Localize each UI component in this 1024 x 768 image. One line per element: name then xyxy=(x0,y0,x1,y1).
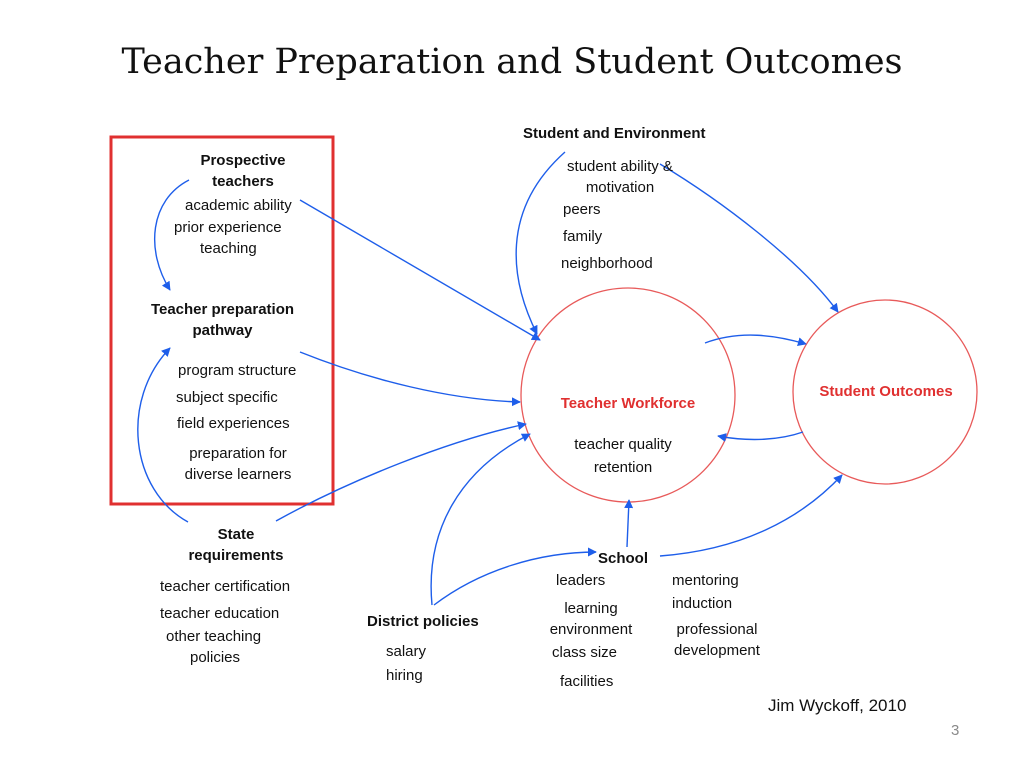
arrow-school-to-workforce xyxy=(627,500,629,547)
school-item: leaders xyxy=(556,572,606,589)
school-item: learning environment xyxy=(549,600,633,638)
state-heading: State requirements xyxy=(188,526,284,564)
student-outcomes-label: Student Outcomes xyxy=(819,383,953,400)
state-item: teacher certification xyxy=(160,578,291,595)
school-item: class size xyxy=(552,644,618,661)
district-item: hiring xyxy=(386,667,423,684)
pathway-item: subject specific xyxy=(176,389,278,406)
student-env-item: peers xyxy=(563,201,601,218)
pathway-heading: Teacher preparation pathway xyxy=(150,301,295,339)
school-item: induction xyxy=(672,595,733,612)
pathway-item: program structure xyxy=(178,362,297,379)
state-item: policies xyxy=(190,649,241,666)
teacher-workforce-label: Teacher Workforce xyxy=(560,395,696,412)
school-item: mentoring xyxy=(672,572,739,589)
page-number: 3 xyxy=(951,722,960,739)
arrow-district-to-workforce xyxy=(431,434,530,605)
arrow-prospective-to-workforce xyxy=(300,200,540,340)
school-item: facilities xyxy=(560,673,614,690)
prospective-item: teaching xyxy=(200,240,257,257)
author-credit: Jim Wyckoff, 2010 xyxy=(768,696,907,715)
arrow-outcomes-to-workforce xyxy=(718,432,803,439)
pathway-item: preparation for diverse learners xyxy=(184,445,292,483)
state-item: other teaching xyxy=(166,628,262,645)
school-heading: School xyxy=(598,550,649,567)
state-item: teacher education xyxy=(160,605,280,622)
student-env-item: student ability & motivation xyxy=(567,158,673,196)
slide-title: Teacher Preparation and Student Outcomes xyxy=(121,42,903,82)
pathway-item: field experiences xyxy=(177,415,290,432)
workforce-item: teacher quality retention xyxy=(574,436,672,476)
school-item: professional development xyxy=(674,621,760,659)
student-env-item: family xyxy=(563,228,603,245)
prospective-item: academic ability xyxy=(185,197,292,214)
district-item: salary xyxy=(386,643,427,660)
district-heading: District policies xyxy=(367,613,479,630)
prospective-item: prior experience xyxy=(174,219,282,236)
student-env-item: neighborhood xyxy=(561,255,653,272)
arrow-state-to-workforce xyxy=(276,424,526,521)
student-env-heading: Student and Environment xyxy=(523,125,706,142)
prospective-heading: Prospective teachers xyxy=(200,152,286,190)
arrow-school-to-outcomes xyxy=(660,475,842,556)
